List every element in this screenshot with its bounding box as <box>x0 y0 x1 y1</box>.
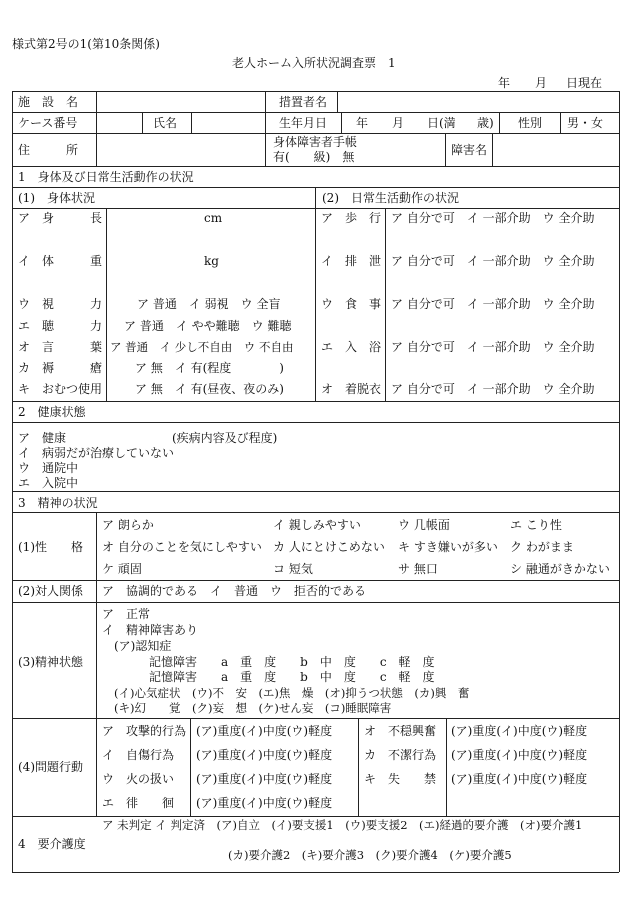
form-number: 様式第2号の1(第10条関係) <box>12 37 160 51</box>
care-level-line1: ア 未判定 イ 判定済 (ア)自立 (イ)要支援1 (ウ)要支援2 (エ)経過的要介護 (オ)要介護1 <box>102 818 583 832</box>
behavior-item: カ 不潔行為 <box>364 748 437 762</box>
personality-item: イ 親しみやすい <box>273 518 361 532</box>
care-level-line2: (カ)要介護2 (キ)要介護3 (ク)要介護4 (ケ)要介護5 <box>228 848 512 862</box>
adl-value-walking: ア 自分で可 イ 一部介助 ウ 全介助 <box>391 211 595 225</box>
section2-title: 2 健康状態 <box>18 405 86 419</box>
physical-label-bedsore: カ 褥 瘡 <box>18 361 103 375</box>
physical-label-vision: ウ 視 力 <box>18 297 103 311</box>
personality-item: キ すき嫌いが多い <box>398 540 498 554</box>
birth-month: 月 <box>392 116 405 130</box>
care-level-label: 4 要介護度 <box>18 837 86 851</box>
address-label: 住 所 <box>18 143 79 157</box>
behavior-severity: (ア)重度(イ)中度(ウ)軽度 <box>451 748 588 762</box>
physical-label-height: ア 身 長 <box>18 211 103 225</box>
mental-line: (イ)心気症状 (ウ)不 安 (エ)焦 燥 (オ)抑うつ状態 (カ)興 奮 <box>114 686 470 700</box>
physical-value-hearing: ア 普通 イ やや難聴 ウ 難聴 <box>124 319 292 333</box>
physical-value-height: cm <box>204 211 223 225</box>
physical-label-hearing: エ 聴 力 <box>18 319 103 333</box>
behavior-label: (4)問題行動 <box>18 760 83 774</box>
sex-label: 性別 <box>518 116 543 130</box>
health-line2: イ 病弱だが治療していない <box>18 446 175 460</box>
adl-label-dressing: オ 着脱衣 <box>321 382 382 396</box>
mental-line: 記憶障害 a 重 度 b 中 度 c 軽 度 <box>149 655 435 669</box>
personality-label: (1)性 格 <box>18 540 83 554</box>
adl-value-dressing: ア 自分で可 イ 一部介助 ウ 全介助 <box>391 382 595 396</box>
date-year: 年 <box>498 76 511 90</box>
mental-label: (3)精神状態 <box>18 655 83 669</box>
mental-line: 記憶障害 a 重 度 b 中 度 c 軽 度 <box>149 670 435 684</box>
behavior-item: キ 失 禁 <box>364 772 437 786</box>
adl-title: (2) 日常生活動作の状況 <box>322 191 459 205</box>
physical-label-diaper: キ おむつ使用 <box>18 382 103 396</box>
personality-item: ア 朗らか <box>102 518 154 532</box>
health-line1: ア 健康 <box>18 431 67 445</box>
personality-item: シ 融通がきかない <box>510 562 610 576</box>
age-close: 歳) <box>477 116 494 130</box>
adl-value-bathing: ア 自分で可 イ 一部介助 ウ 全介助 <box>391 340 595 354</box>
birth-label: 生年月日 <box>279 116 328 130</box>
birth-day: 日(満 <box>427 116 456 130</box>
behavior-item: エ 徘 徊 <box>102 796 175 810</box>
adl-value-excretion: ア 自分で可 イ 一部介助 ウ 全介助 <box>391 254 595 268</box>
adl-label-eating: ウ 食 事 <box>321 297 382 311</box>
personality-item: ク わがまま <box>510 540 574 554</box>
relation-label: (2)対人関係 <box>18 584 83 598</box>
personality-item: サ 無口 <box>398 562 438 576</box>
name-label: 氏名 <box>153 116 178 130</box>
health-note: (疾病内容及び程度) <box>172 431 278 445</box>
relation-value: ア 協調的である イ 普通 ウ 拒否的である <box>102 584 367 598</box>
section1-title: 1 身体及び日常生活動作の状況 <box>18 170 194 184</box>
birth-year: 年 <box>356 116 369 130</box>
behavior-severity: (ア)重度(イ)中度(ウ)軽度 <box>196 748 333 762</box>
facility-label: 施 設 名 <box>18 95 79 109</box>
physical-value-bedsore: ア 無 イ 有(程度 ) <box>135 361 284 375</box>
adl-value-eating: ア 自分で可 イ 一部介助 ウ 全介助 <box>391 297 595 311</box>
page-title: 老人ホーム入所状況調査票 1 <box>232 56 396 70</box>
physical-value-weight: kg <box>204 254 219 268</box>
physical-label-speech: オ 言 葉 <box>18 340 103 354</box>
behavior-item: ア 攻撃的行為 <box>102 724 187 738</box>
physical-value-diaper: ア 無 イ 有(昼夜、夜のみ) <box>135 382 284 396</box>
date-month: 月 <box>535 76 548 90</box>
physical-value-vision: ア 普通 イ 弱視 ウ 全盲 <box>137 297 281 311</box>
adl-label-walking: ア 歩 行 <box>321 211 382 225</box>
date-day: 日現在 <box>566 76 603 90</box>
case-label: ケース番号 <box>18 116 78 130</box>
mental-line: イ 精神障害あり <box>102 623 199 637</box>
section3-title: 3 精神の状況 <box>18 496 98 510</box>
behavior-item: オ 不穏興奮 <box>364 724 437 738</box>
mental-line: ア 正常 <box>102 607 151 621</box>
behavior-item: イ 自傷行為 <box>102 748 175 762</box>
health-line4: エ 入院中 <box>18 476 79 490</box>
adl-label-bathing: エ 入 浴 <box>321 340 382 354</box>
physical-title: (1) 身体状況 <box>18 191 95 205</box>
personality-item: エ こり性 <box>510 518 562 532</box>
behavior-severity: (ア)重度(イ)中度(ウ)軽度 <box>196 796 333 810</box>
behavior-severity: (ア)重度(イ)中度(ウ)軽度 <box>196 772 333 786</box>
mental-line: (キ)幻 覚 (ク)妄 想 (ケ)せん妄 (コ)睡眠障害 <box>114 701 392 715</box>
behavior-severity: (ア)重度(イ)中度(ウ)軽度 <box>451 772 588 786</box>
health-line3: ウ 通院中 <box>18 461 79 475</box>
personality-item: カ 人にとけこめない <box>273 540 385 554</box>
handbook-line1: 身体障害者手帳 <box>273 135 358 149</box>
adl-label-excretion: イ 排 泄 <box>321 254 382 268</box>
personality-item: ケ 頑固 <box>102 562 142 576</box>
personality-item: ウ 几帳面 <box>398 518 450 532</box>
disability-label: 障害名 <box>451 143 488 157</box>
mental-line: (ア)認知症 <box>114 639 172 653</box>
measure-label: 措置者名 <box>279 95 328 109</box>
behavior-item: ウ 火の扱い <box>102 772 175 786</box>
physical-value-speech: ア 普通 イ 少し不自由 ウ 不自由 <box>110 340 294 354</box>
behavior-severity: (ア)重度(イ)中度(ウ)軽度 <box>451 724 588 738</box>
personality-item: オ 自分のことを気にしやすい <box>102 540 262 554</box>
handbook-line2: 有( 級) 無 <box>273 150 355 164</box>
sex-value: 男・女 <box>567 116 604 130</box>
behavior-severity: (ア)重度(イ)中度(ウ)軽度 <box>196 724 333 738</box>
physical-label-weight: イ 体 重 <box>18 254 103 268</box>
personality-item: コ 短気 <box>273 562 313 576</box>
